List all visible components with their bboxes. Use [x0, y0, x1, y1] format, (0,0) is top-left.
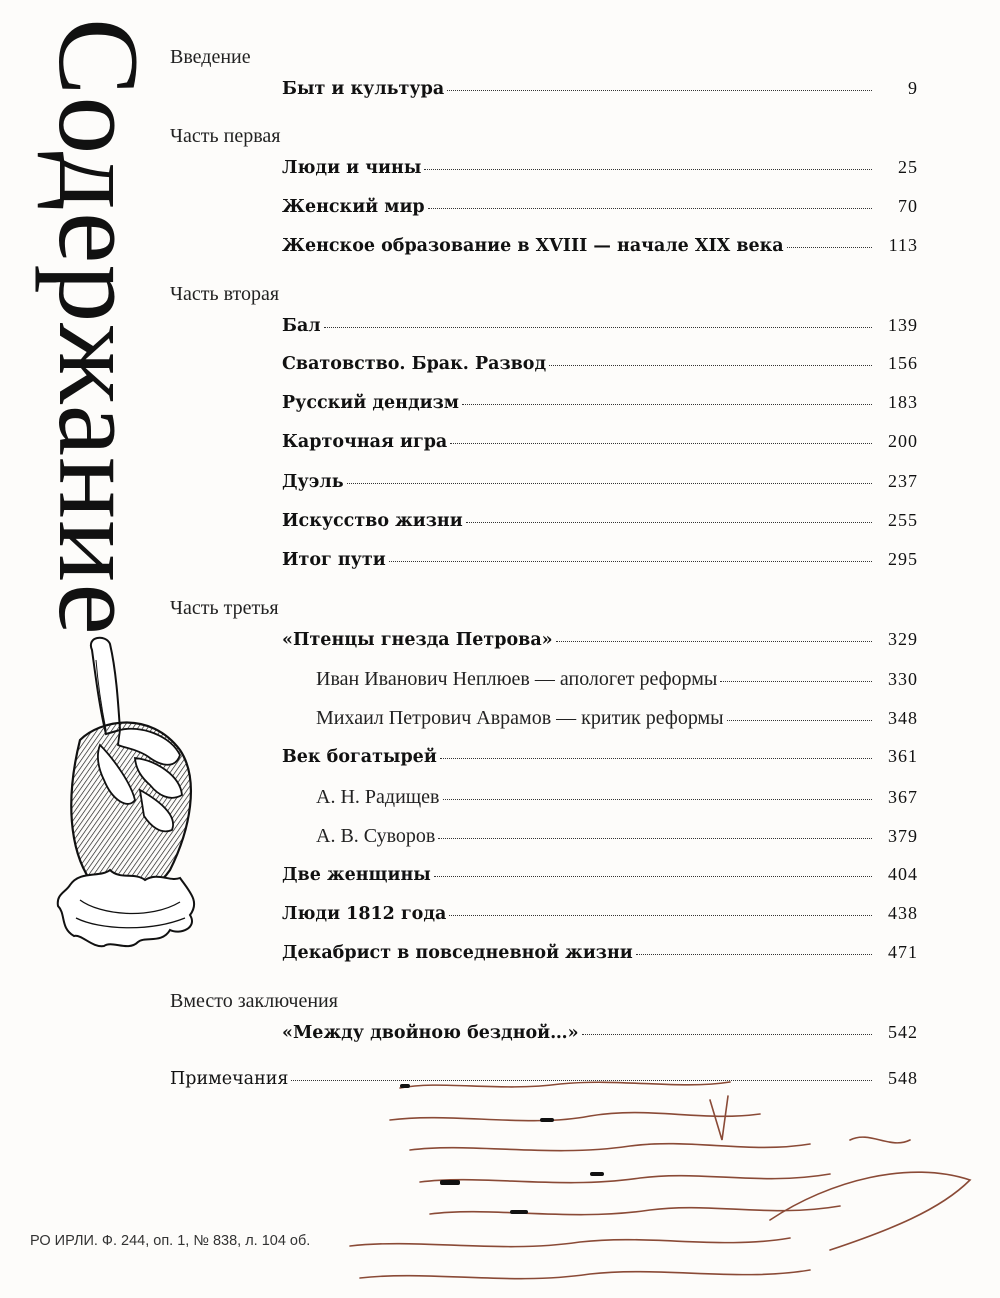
entry-title: Дуэль [282, 472, 344, 492]
toc-entry[interactable] [282, 196, 918, 224]
entry-page: 471 [888, 942, 918, 962]
entry-title: А. Н. Радищев [316, 786, 440, 808]
dot-leader [450, 442, 872, 444]
toc-entry[interactable] [282, 392, 918, 420]
entry-title: Бал [282, 316, 321, 336]
entry-page: 548 [888, 1068, 918, 1088]
dot-leader [720, 680, 872, 682]
entry-title: Век богатырей [282, 747, 437, 767]
toc-entry[interactable] [282, 157, 918, 185]
entry-page: 139 [888, 315, 918, 335]
dot-leader [466, 521, 872, 523]
dot-leader [438, 837, 872, 839]
dot-leader [389, 560, 872, 562]
dot-leader [324, 326, 872, 328]
toc-subentry[interactable] [316, 668, 918, 696]
dot-leader [434, 875, 872, 877]
entry-page: 113 [888, 235, 918, 255]
entry-page: 183 [888, 392, 918, 412]
toc-subentry[interactable] [316, 825, 918, 853]
manuscript-facsimile [330, 1070, 1000, 1298]
entry-title: Женский мир [282, 197, 425, 217]
toc-entry[interactable] [282, 235, 918, 263]
section-heading: Вместо заключения [170, 990, 338, 1012]
entry-title: А. В. Суворов [316, 825, 436, 847]
entry-page: 542 [888, 1022, 918, 1042]
toc-entry[interactable] [282, 315, 918, 343]
toc-entry[interactable] [282, 942, 918, 970]
entry-page: 348 [888, 708, 918, 728]
entry-title: Искусство жизни [282, 511, 463, 531]
entry-page: 70 [898, 196, 918, 216]
toc-entry[interactable] [282, 1022, 918, 1050]
entry-title: Примечания [170, 1069, 289, 1089]
toc-entry[interactable] [282, 549, 918, 577]
dot-leader [443, 798, 873, 800]
entry-page: 330 [888, 669, 918, 689]
entry-title: Две женщины [282, 865, 431, 885]
toc-entry[interactable] [282, 629, 918, 657]
entry-page: 255 [888, 510, 918, 530]
dot-leader [424, 168, 872, 170]
entry-title: Люди и чины [282, 158, 422, 178]
source-caption: РО ИРЛИ. Ф. 244, оп. 1, № 838, л. 104 об. [30, 1233, 311, 1249]
entry-title: Михаил Петрович Аврамов — критик реформы [316, 707, 724, 729]
pointing-hand-illustration [40, 630, 210, 960]
dot-leader [428, 207, 872, 209]
section-heading: Часть вторая [170, 283, 280, 305]
toc-entry-notes[interactable] [170, 1068, 918, 1096]
dot-leader [556, 640, 872, 642]
page-title: Содержание [34, 18, 162, 636]
dot-leader [462, 403, 872, 405]
dot-leader [636, 953, 872, 955]
entry-title: Карточная игра [282, 432, 448, 452]
section-heading: Часть третья [170, 597, 279, 619]
dot-leader [449, 914, 872, 916]
entry-title: Сватовство. Брак. Развод [282, 354, 547, 374]
toc-entry[interactable] [282, 471, 918, 499]
entry-page: 200 [888, 431, 918, 451]
dot-leader [291, 1079, 872, 1081]
section-heading: Часть первая [170, 125, 281, 147]
entry-title: Итог пути [282, 550, 386, 570]
entry-page: 156 [888, 353, 918, 373]
entry-page: 438 [888, 903, 918, 923]
entry-page: 295 [888, 549, 918, 569]
toc-entry[interactable] [282, 746, 918, 774]
entry-title: Декабрист в повседневной жизни [282, 943, 633, 963]
dot-leader [447, 89, 872, 91]
dot-leader [727, 719, 872, 721]
dot-leader [347, 482, 872, 484]
entry-page: 361 [888, 746, 918, 766]
entry-title: Быт и культура [282, 79, 445, 99]
dot-leader [549, 364, 872, 366]
toc-entry[interactable] [282, 431, 918, 459]
toc-entry[interactable] [282, 78, 918, 106]
entry-page: 237 [888, 471, 918, 491]
entry-title: Люди 1812 года [282, 904, 447, 924]
toc-entry[interactable] [282, 864, 918, 892]
dot-leader [787, 246, 872, 248]
entry-page: 329 [888, 629, 918, 649]
entry-title: Русский дендизм [282, 393, 459, 413]
entry-page: 25 [898, 157, 918, 177]
entry-page: 404 [888, 864, 918, 884]
toc-subentry[interactable] [316, 786, 918, 814]
section-heading: Введение [170, 46, 251, 68]
entry-title: Иван Иванович Неплюев — апологет реформы [316, 668, 718, 690]
entry-title: «Птенцы гнезда Петрова» [282, 630, 553, 650]
toc-subentry[interactable] [316, 707, 918, 735]
entry-page: 9 [908, 78, 918, 98]
toc-entry[interactable] [282, 510, 918, 538]
entry-page: 379 [888, 826, 918, 846]
dot-leader [582, 1033, 872, 1035]
entry-title: Женское образование в XVIII — начале XIX века [282, 236, 784, 256]
entry-page: 367 [888, 787, 918, 807]
dot-leader [440, 757, 872, 759]
entry-title: «Между двойною бездной…» [282, 1023, 579, 1043]
toc-entry[interactable] [282, 353, 918, 381]
toc-entry[interactable] [282, 903, 918, 931]
